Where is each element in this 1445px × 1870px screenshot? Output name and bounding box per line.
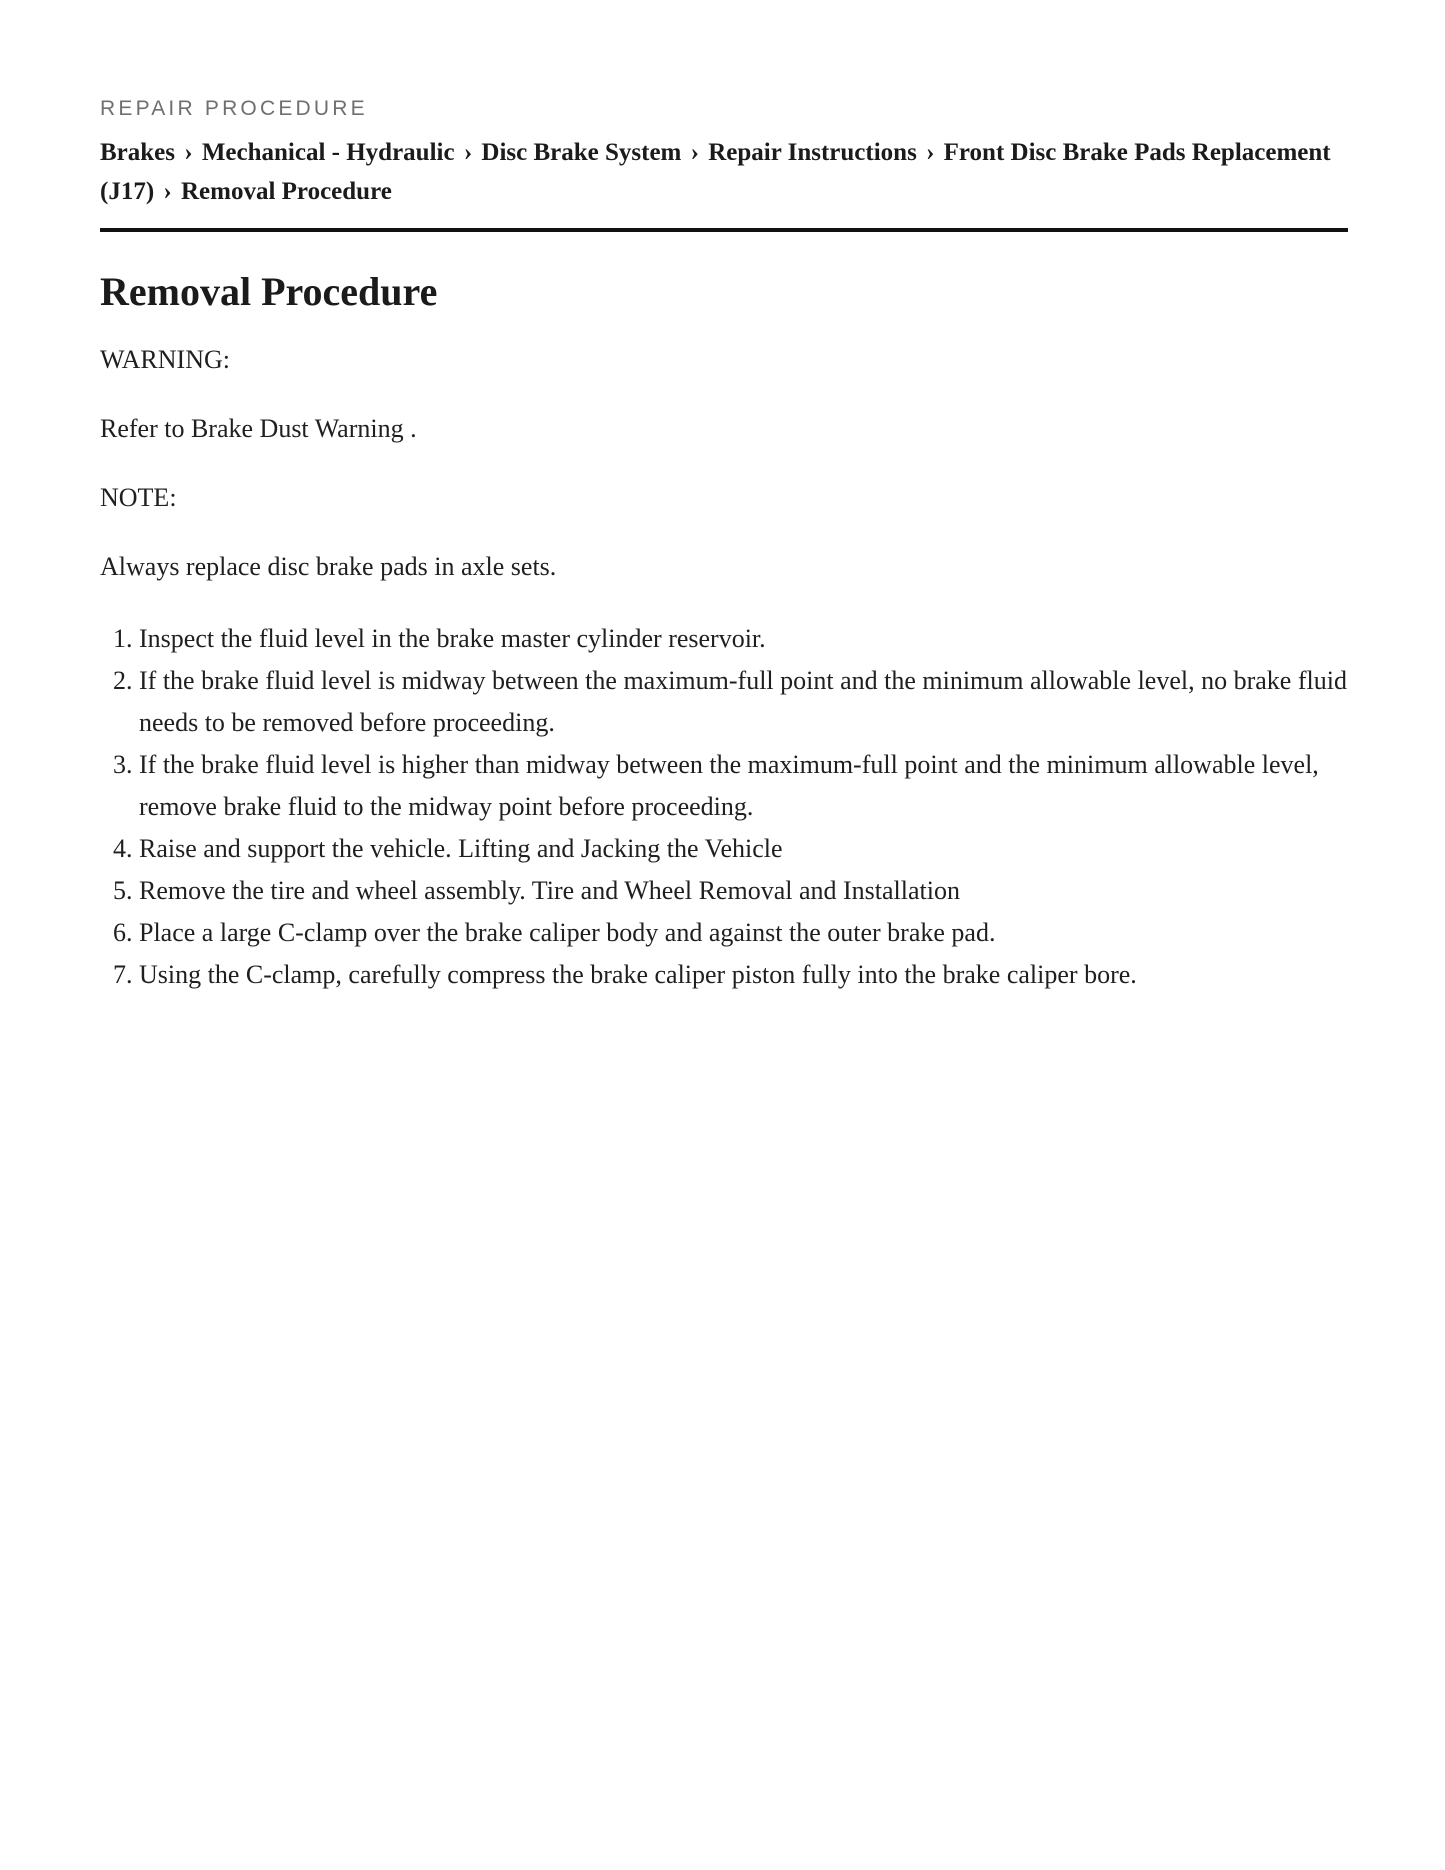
breadcrumb-item-front-disc-brake-pads[interactable]: Front Disc Brake Pads Replacement (J17) [100, 139, 1331, 205]
step-item: 4. Raise and support the vehicle. Lifting and Jacking the Vehicle [139, 828, 1348, 870]
breadcrumb-item-repair-instructions[interactable]: Repair Instructions [708, 139, 917, 166]
document-page [100, 95, 1348, 996]
section-kicker: REPAIR PROCEDURE [100, 97, 368, 120]
note-label: NOTE: [100, 483, 177, 512]
breadcrumb-separator: › [463, 139, 473, 166]
step-item: 5. Remove the tire and wheel assembly. Tire and Wheel Removal and Installation [139, 870, 1348, 912]
step-item: 2. If the brake fluid level is midway between the maximum-full point and the minimum allowable level, no brake fluid needs to be removed before proceeding. [139, 660, 1348, 744]
step-item: 1. Inspect the fluid level in the brake master cylinder reservoir. [139, 618, 1348, 660]
breadcrumb [100, 133, 1348, 232]
breadcrumb-separator: › [184, 139, 193, 166]
breadcrumb-item-mechanical-hydraulic[interactable]: Mechanical - Hydraulic [201, 139, 455, 166]
step-item: 6. Place a large C-clamp over the brake caliper body and against the outer brake pad. [139, 912, 1348, 954]
step-item: 3. If the brake fluid level is higher than midway between the maximum-full point and the minimum allowable level, remove brake fluid to the midway point before proceeding. [139, 744, 1348, 828]
step-item: 7. Using the C-clamp, carefully compress the brake caliper piston fully into the brake caliper bore. [139, 954, 1348, 996]
breadcrumb-separator: › [690, 139, 699, 166]
note-text: Always replace disc brake pads in axle sets. [100, 552, 557, 581]
breadcrumb-separator: › [926, 139, 935, 166]
page-title: Removal Procedure [100, 269, 438, 314]
procedure-steps [100, 618, 1348, 996]
breadcrumb-item-disc-brake-system[interactable]: Disc Brake System [481, 139, 682, 166]
breadcrumb-item-removal-procedure: Removal Procedure [180, 178, 392, 205]
breadcrumb-item-brakes[interactable]: Brakes [100, 139, 175, 166]
warning-label: WARNING: [100, 345, 230, 374]
breadcrumb-separator: › [163, 178, 172, 205]
warning-text: Refer to Brake Dust Warning . [100, 414, 417, 443]
